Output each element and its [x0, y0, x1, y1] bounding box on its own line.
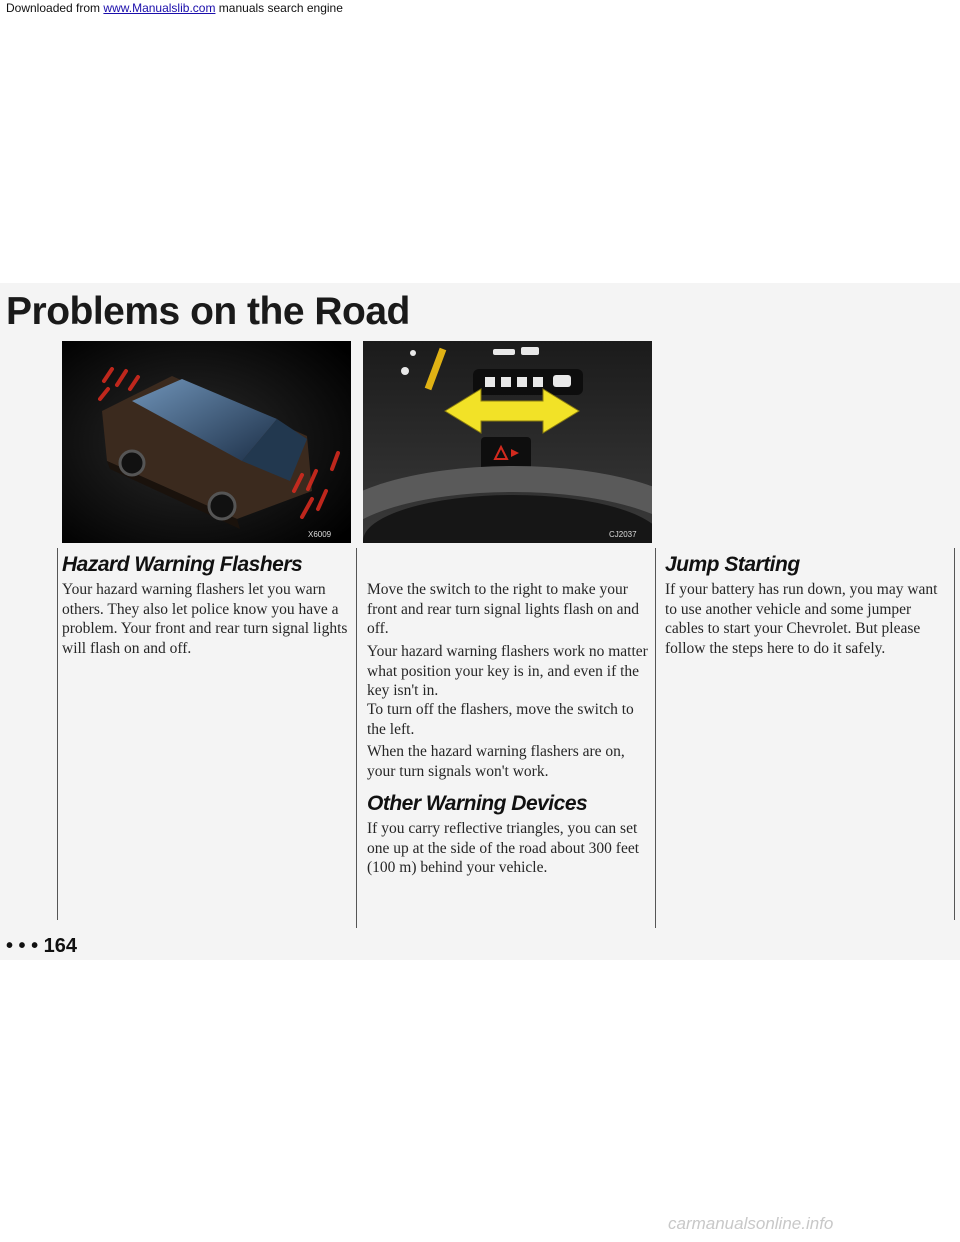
footer-watermark: carmanualsonline.info: [668, 1214, 834, 1233]
download-notice: [6, 1, 343, 15]
image-code: CJ2037: [609, 530, 637, 539]
page-title: Problems on the Road: [6, 290, 410, 333]
download-prefix: Downloaded from: [6, 1, 101, 15]
hazard-paragraph-2: Move the switch to the right to make your front and rear turn signal lights flash on and off.: [367, 581, 640, 637]
page-number: • • • 164: [6, 935, 78, 957]
download-banner: [0, 0, 960, 22]
hazard-switch-image: [363, 341, 652, 543]
column-rule: [57, 548, 58, 920]
column-rule: [655, 548, 656, 928]
other-devices-paragraph: If you carry reflective triangles, you can set one up at the side of the road about 300 feet (100 m) behind your vehicle.: [367, 820, 640, 876]
column-rule: [954, 548, 955, 920]
column-rule: [356, 548, 357, 928]
hazard-paragraph-3: Your hazard warning flashers work no matter what position your key is in, and even if the key isn't in.: [367, 643, 648, 699]
hazard-paragraph-4: To turn off the flashers, move the switch to the left.: [367, 701, 634, 738]
hazard-car-image: [62, 341, 351, 543]
manualslib-link[interactable]: www.Manualslib.com: [103, 1, 216, 15]
jump-starting-heading: Jump Starting: [665, 553, 800, 576]
other-devices-heading: Other Warning Devices: [367, 792, 588, 815]
hazard-paragraph-1: Your hazard warning flashers let you warn others. They also let police know you have a problem. Your front and rear turn signal lights will flash on and off.: [62, 581, 348, 657]
download-suffix: manuals search engine: [218, 1, 343, 15]
image-code: X6009: [308, 530, 332, 539]
jump-starting-paragraph: If your battery has run down, you may want to use another vehicle and some jumper cables to start your Chevrolet. But please follow the steps here to do it safely.: [665, 581, 938, 657]
hazard-paragraph-5: When the hazard warning flashers are on, your turn signals won't work.: [367, 743, 625, 780]
hazard-heading: Hazard Warning Flashers: [62, 553, 303, 576]
